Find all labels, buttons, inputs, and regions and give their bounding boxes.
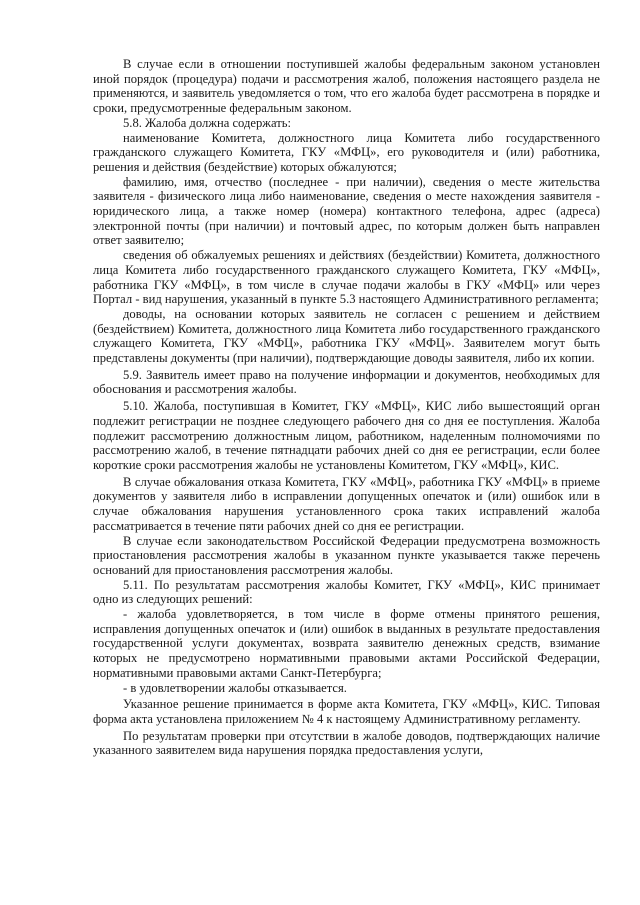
paragraph-applicant-details: фамилию, имя, отчество (последнее - при наличии), сведения о месте жительства заявителя - физического лица либо наименование, сведения о месте нахождения заявителя - юридического лица, а также номер (номера) контактного телефона, адрес (адреса) электронной почты (при наличии) и почтовый адрес, по которым должен быть направлен ответ заявителю; xyxy=(93,174,600,248)
paragraph-5-11: 5.11. По результатам рассмотрения жалобы Комитет, ГКУ «МФЦ», КИС принимает одно из следующих решений: xyxy=(93,577,600,607)
paragraph-refusal-appeal: В случае обжалования отказа Комитета, ГКУ «МФЦ», работника ГКУ «МФЦ» в приеме документов у заявителя либо в исправлении допущенных опечаток и (или) ошибок или в случае обжалования нарушения установленного срока таких исправлений жалоба рассматривается в течение пяти рабочих дней со дня ее регистрации. xyxy=(93,474,600,533)
paragraph-inspection-results: По результатам проверки при отсутствии в жалобе доводов, подтверждающих наличие указанного заявителем вида нарушения порядка предоставления услуги, xyxy=(93,728,600,758)
paragraph-5-9: 5.9. Заявитель имеет право на получение информации и документов, необходимых для обоснования и рассмотрения жалобы. xyxy=(93,367,600,397)
paragraph-decision-refused: - в удовлетворении жалобы отказывается. xyxy=(123,680,347,695)
paragraph-complaint-subject: наименование Комитета, должностного лица Комитета либо государственного гражданского служащего Комитета, ГКУ «МФЦ», его руководителя и (или) работника, решения и действия (бездействие) которых обжалуются; xyxy=(93,130,600,174)
paragraph-arguments: доводы, на основании которых заявитель не согласен с решением и действием (бездействием) Комитета, должностного лица Комитета либо государственного гражданского служащего Комитета, ГКУ «МФЦ», работника ГКУ «МФЦ». Заявителем могут быть представлены документы (при наличии), подтверждающие доводы заявителя, либо их копии. xyxy=(93,306,600,366)
paragraph-procedure-note: В случае если в отношении поступившей жалобы федеральным законом установлен иной порядок (процедура) подачи и рассмотрения жалоб, положения настоящего раздела не применяются, и заявитель уведомляется о том, что его жалоба будет рассмотрена в порядке и сроки, предусмотренные федеральным законом. xyxy=(93,57,600,116)
paragraph-appealed-actions: сведения об обжалуемых решениях и действиях (бездействии) Комитета, должностного лица Комитета либо государственного гражданского служащего Комитета, ГКУ «МФЦ», работника ГКУ «МФЦ», в том числе в случае подачи жалобы в ГКУ «МФЦ» или через Портал - вид нарушения, указанный в пункте 5.3 настоящего Административного регламента; xyxy=(93,248,600,307)
document-body xyxy=(93,57,600,758)
paragraph-decision-satisfied: - жалоба удовлетворяется, в том числе в форме отмены принятого решения, исправления допущенных опечаток и (или) ошибок в выданных в результате предоставления государственной услуги документах, возврата заявителю денежных средств, взимание которых не предусмотрено нормативными правовыми актами Российской Федерации, нормативными правовыми актами Санкт-Петербурга; xyxy=(93,607,600,680)
paragraph-suspension: В случае если законодательством Российской Федерации предусмотрена возможность приостановления рассмотрения жалобы в указанном пункте указывается также перечень оснований для приостановления рассмотрения жалобы. xyxy=(93,533,600,577)
paragraph-decision-form: Указанное решение принимается в форме акта Комитета, ГКУ «МФЦ», КИС. Типовая форма акта установлена приложением № 4 к настоящему Административному регламенту. xyxy=(93,697,600,726)
paragraph-5-8-heading: 5.8. Жалоба должна содержать: xyxy=(123,115,291,130)
paragraph-5-10: 5.10. Жалоба, поступившая в Комитет, ГКУ «МФЦ», КИС либо вышестоящий орган подлежит регистрации не позднее следующего рабочего дня со дня ее поступления. Жалоба подлежит рассмотрению должностным лицом, работником, наделенным полномочиями по рассмотрению жалоб, в течение пятнадцати рабочих дней со дня ее регистрации, если более короткие сроки рассмотрения жалобы не установлены Комитетом, ГКУ «МФЦ», КИС. xyxy=(93,399,600,472)
